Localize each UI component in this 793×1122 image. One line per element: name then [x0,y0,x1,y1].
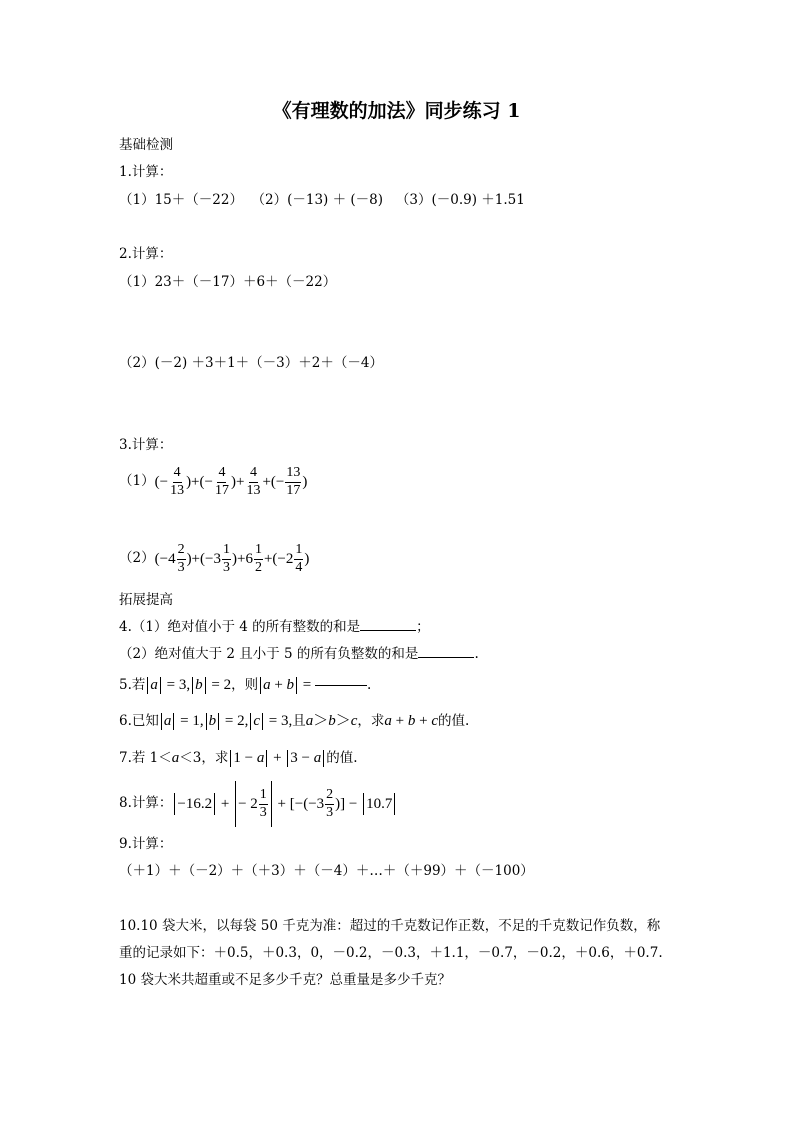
q1-line: （1）15＋（－22） （2）(－13) ＋ (－8) （3）(－0.9) ＋1.51 [119,192,525,208]
q9-label: 9.计算： [119,836,173,852]
q1-label: 1.计算： [119,164,173,180]
page-title: 《有理数的加法》同步练习 1 [272,100,521,122]
q2-part1: （1）23＋（－17）＋6＋（－22） [119,274,337,290]
fraction: $\frac{13}{17}$ [286,465,301,498]
q2-part2: （2）(－2) ＋3＋1＋（－3）＋2＋（－4） [119,355,383,371]
q7: 7.若 1＜ a ＜3，求 1 − a + 3 − a 的值. [119,749,358,766]
q10-line3: 10 袋大米共超重或不足多少千克？总重量是多少千克？ [119,972,451,988]
q3-label: 3.计算： [119,437,173,453]
q3-part2: （2） (− 4 $\frac{2}{3}$ )+(− 3 $\frac{1}{3}$ )+ 6 $\frac{1}{2}$ +(− 2 $\frac{1}{4}$ ) [119,542,310,575]
q9-line: （＋1）＋（－2）＋（＋3）＋（－4）＋…＋（＋99）＋（－100） [119,863,534,879]
q3-part1-prefix: （1） [119,473,155,490]
q10-line1: 10.10 袋大米，以每袋 50 千克为准：超过的千克数记作正数，不足的千克数记作负数，称 [119,918,661,934]
fraction: $\frac{4}{13}$ [246,465,261,498]
q6: 6.已知 a = 1, b = 2, c = 3, 且 a ＞ b ＞ c ，求 a + b + c 的值. [119,712,470,729]
q4-part1: 4.（1）绝对值小于 4 的所有整数的和是 ； [119,619,430,635]
answer-blank [418,657,474,658]
fraction: $\frac{1}{3}$ [259,786,267,820]
fraction: $\frac{2}{3}$ [326,786,334,820]
q10-line2: 重的记录如下：＋0.5，＋0.3，0，－0.2，－0.3，＋1.1，－0.7，－0.2，＋0.6，＋0.7. [119,945,663,961]
q5: 5.若 a = 3, b = 2 ，则 a + b = . [119,676,372,693]
q3-part1: （1） (− $\frac{4}{13}$ )+(− $\frac{4}{17}$ )+ $\frac{4}{13}$ +(− $\frac{13}{17}$ ) [119,465,308,498]
q8: 8.计算： − 16.2 + − 2 $\frac{1}{3}$ + [−(− 3 $\frac{2}{3}$ )] − 10.7 [119,781,397,827]
section-extend: 拓展提高 [119,592,173,608]
fraction: $\frac{1}{2}$ [254,542,262,575]
fraction: $\frac{2}{3}$ [177,542,185,575]
answer-blank [360,630,416,631]
fraction: $\frac{4}{13}$ [170,465,185,498]
fraction: $\frac{1}{3}$ [222,542,230,575]
q3-part2-prefix: （2） [119,550,155,567]
q2-label: 2.计算： [119,246,173,262]
q4-part2: （2）绝对值大于 2 且小于 5 的所有负整数的和是 . [119,646,479,662]
fraction: $\frac{1}{4}$ [295,542,303,575]
answer-blank [315,685,367,686]
fraction: $\frac{4}{17}$ [214,465,229,498]
section-basic: 基础检测 [119,137,173,153]
